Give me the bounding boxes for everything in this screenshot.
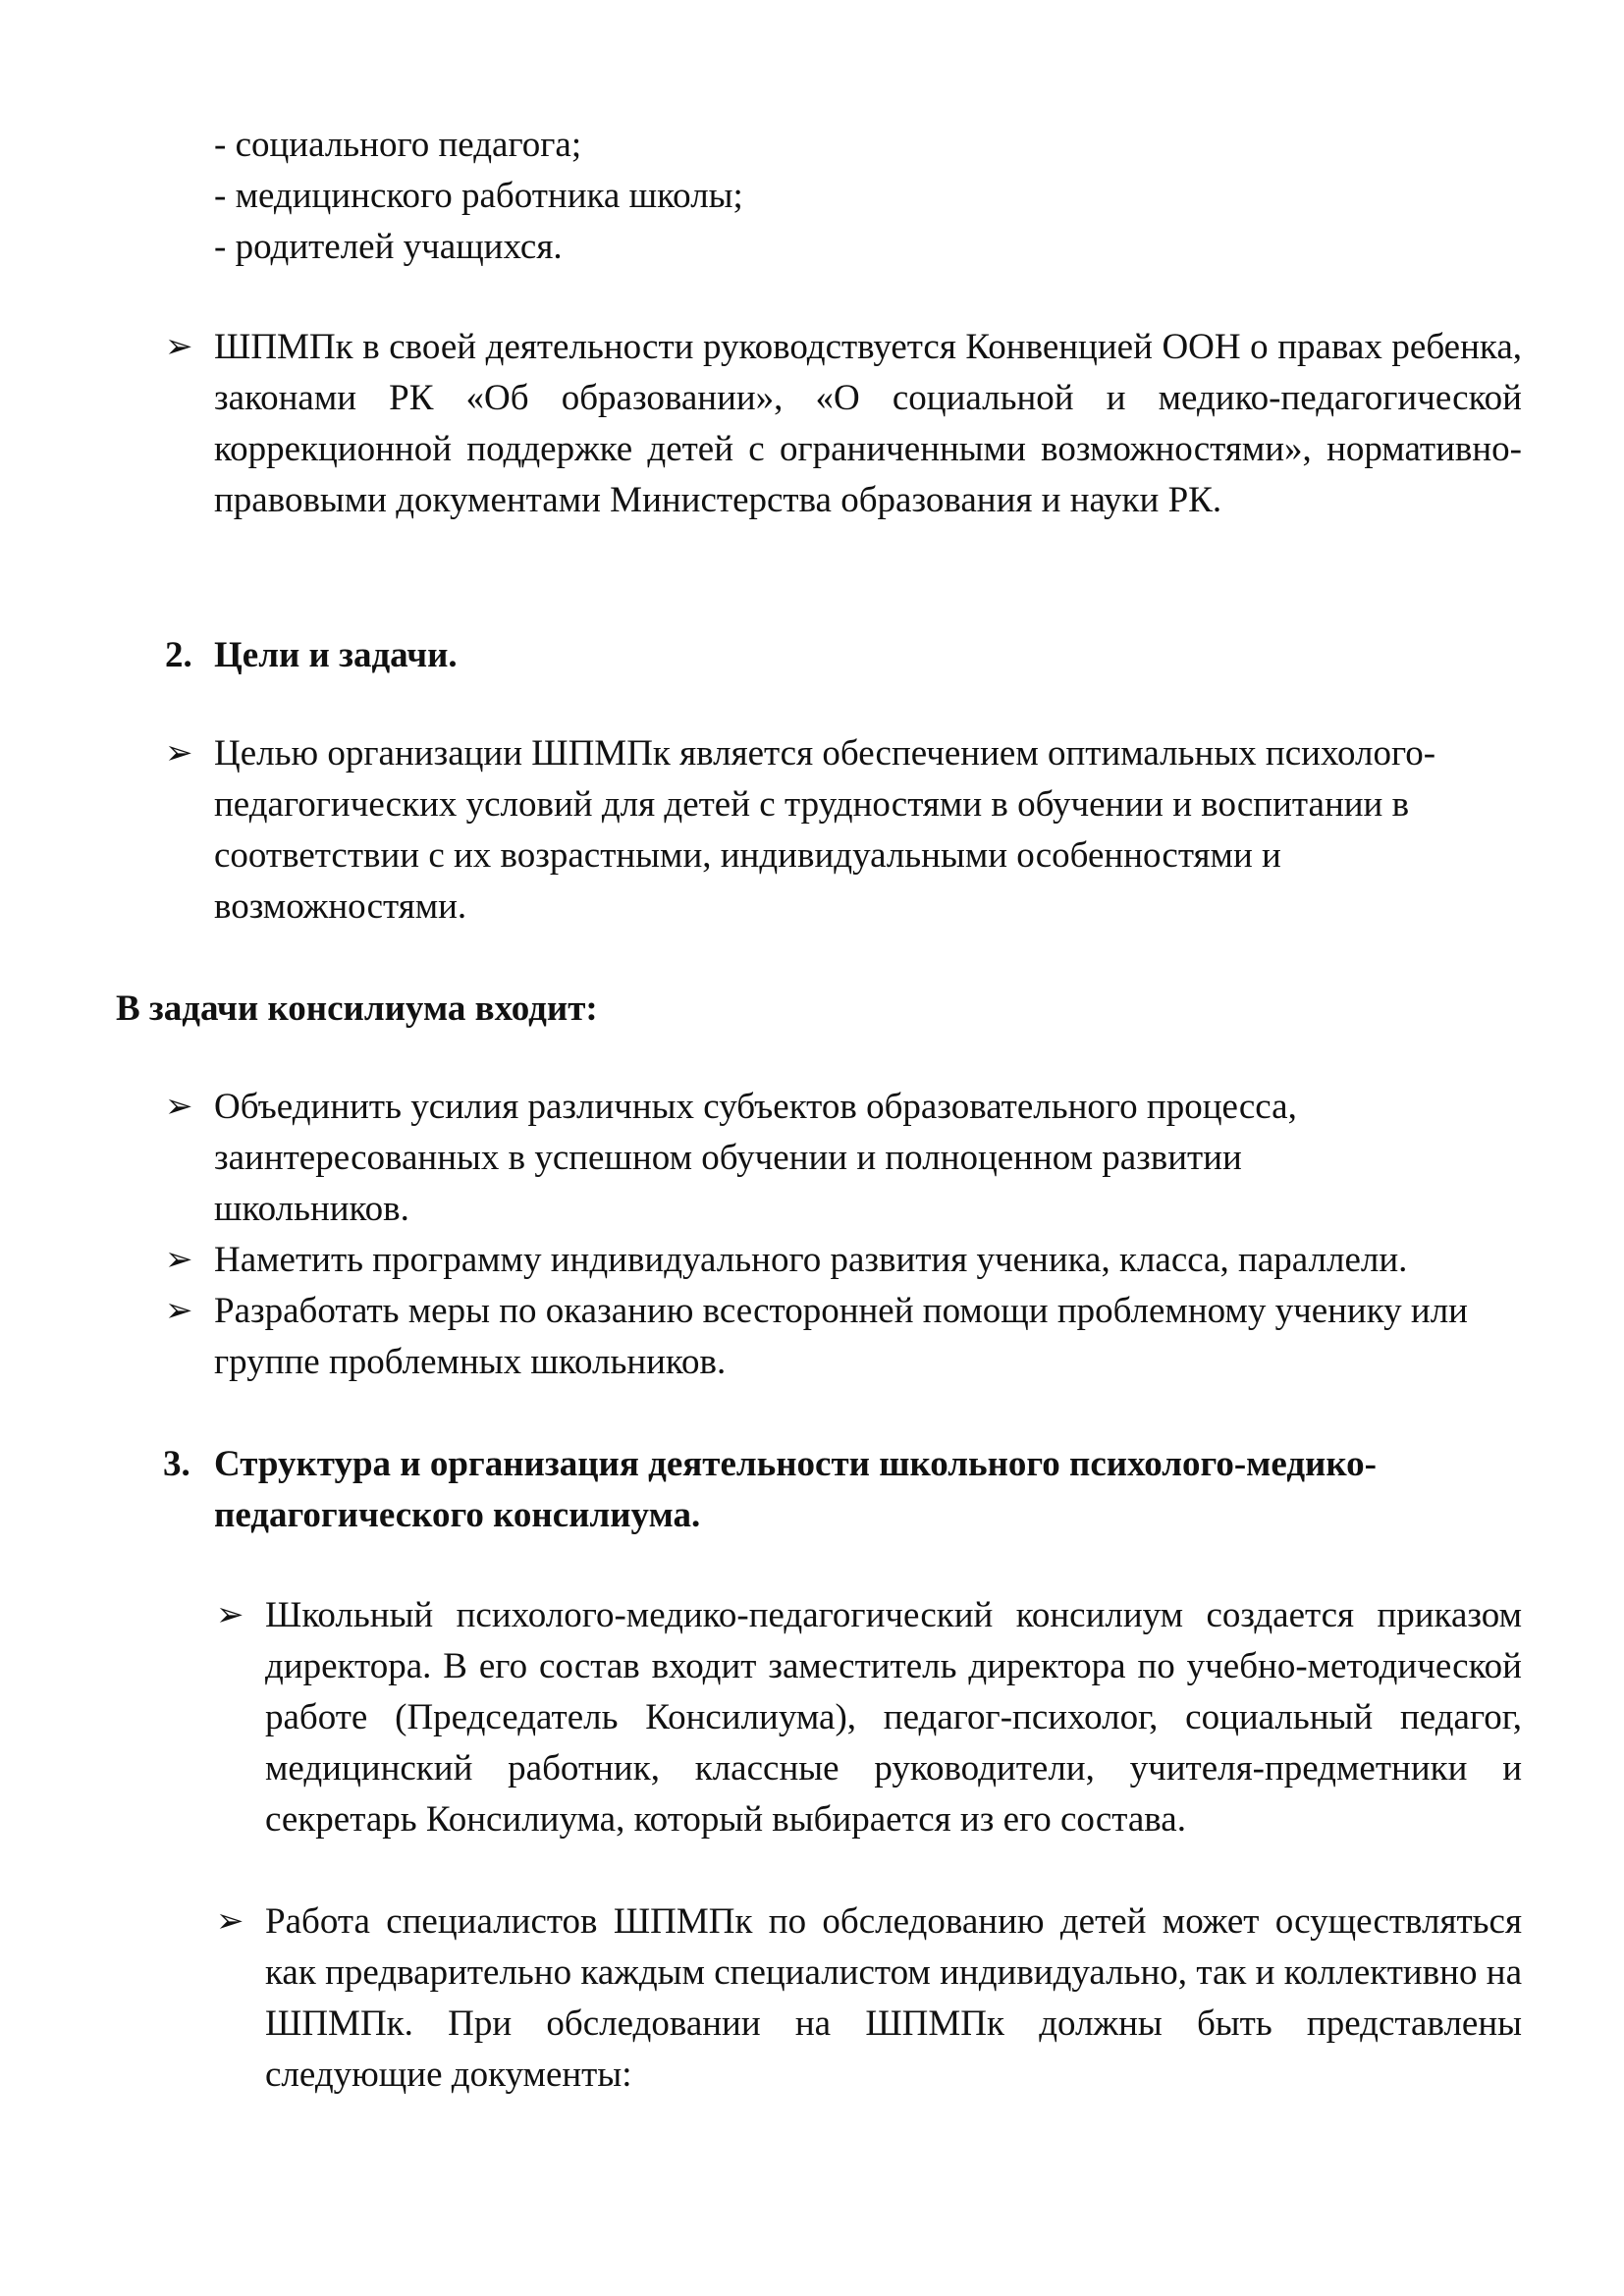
bullet-goal [165,728,1522,933]
dash-item-parents: - родителей учащихся. [214,227,563,267]
arrow-bullet-icon: ➢ [216,1597,244,1633]
task-text: Объединить усилия различных субъектов образовательного процесса, заинтересованных в успешном обучении и полноценном развитии школьников. [214,1087,1297,1229]
arrow-bullet-icon: ➢ [165,1293,193,1329]
bullet-structure-composition [216,1590,1522,1845]
tasks-heading: В задачи консилиума входит: [116,988,598,1029]
regulation-text: ШПМПк в своей деятельности руководствуется Конвенцией ООН о правах ребенка, законами РК «Об образовании», «О социальной и медико-педагогической коррекционной поддержке детей с ограниченными возможностями», нормативно-правовыми документами Министерства образования и науки РК. [214,327,1522,520]
task-item [165,1286,1490,1388]
dash-item-medical-worker: - медицинского работника школы; [214,176,743,216]
section-2-heading [165,630,458,681]
task-item [165,1235,1522,1286]
section-2-number: 2. [165,635,192,675]
arrow-bullet-icon: ➢ [165,1242,193,1278]
task-text: Наметить программу индивидуального развития ученика, класса, параллели. [214,1240,1408,1280]
arrow-bullet-icon: ➢ [165,735,193,772]
arrow-bullet-icon: ➢ [216,1903,244,1940]
task-item [165,1082,1441,1235]
dash-item-social-pedagogue: - социального педагога; [214,125,582,165]
section-3-title: Структура и организация деятельности школьного психолого-медико-педагогического консилиума. [214,1444,1377,1535]
arrow-bullet-icon: ➢ [165,329,193,365]
goal-text: Целью организации ШПМПк является обеспечением оптимальных психолого-педагогических условий для детей с трудностями в обучении и воспитании в соответствии с их возрастными, индивидуальными особенностями и возможностями. [214,733,1436,927]
bullet-regulation [165,322,1522,526]
section-3-number: 3. [163,1444,190,1484]
structure-composition-text: Школьный психолого-медико-педагогический консилиум создается приказом директора. В его состав входит заместитель директора по учебно-методической работе (Председатель Консилиума), педагог-психолог, социальный педагог, медицинский работник, классные руководители, учителя-предметники и секретарь Консилиума, который выбирается из его состава. [265,1595,1522,1840]
task-text: Разработать меры по оказанию всесторонней помощи проблемному ученику или группе проблемных школьников. [214,1291,1468,1382]
structure-work-text: Работа специалистов ШПМПк по обследованию детей может осуществляться как предварительно каждым специалистом индивидуально, так и коллективно на ШПМПк. При обследовании на ШПМПк должны быть представлены следующие документы: [265,1901,1522,2095]
section-2-title: Цели и задачи. [214,635,458,675]
arrow-bullet-icon: ➢ [165,1089,193,1125]
bullet-structure-work [216,1896,1522,2101]
section-3-heading [163,1439,1500,1541]
